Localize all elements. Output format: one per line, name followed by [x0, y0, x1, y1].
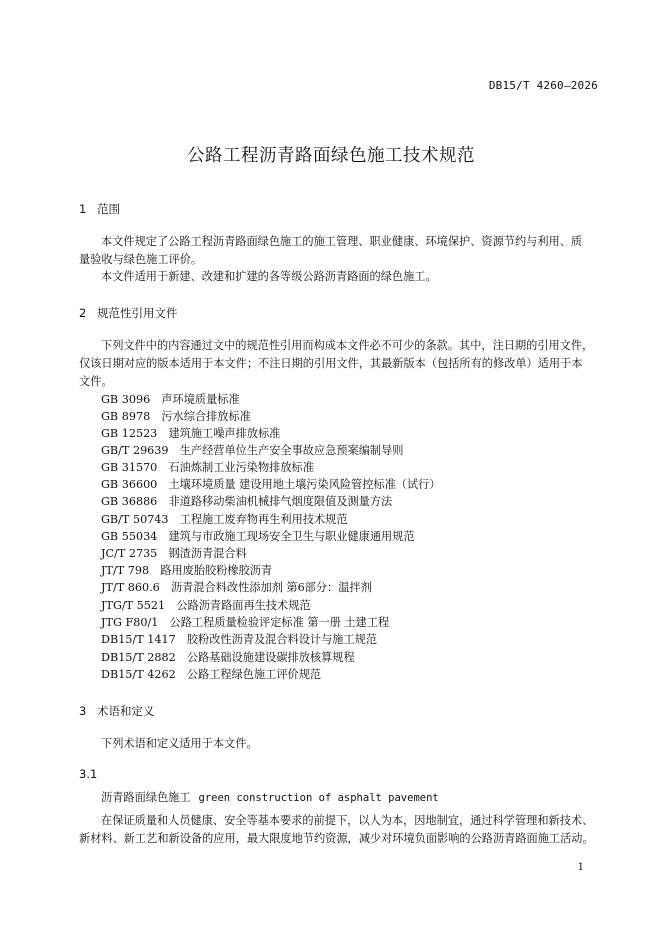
page-number: 1 — [577, 862, 584, 873]
paragraph-line: 量验收与绿色施工评价。 — [79, 253, 203, 266]
paragraph-line: 新材料、新工艺和新设备的应用，最大限度地节约资源，减少对环境负面影响的公路沥青路面施工活动。 — [79, 832, 594, 845]
reference-item: GB/T 50743 工程施工废弃物再生利用技术规范 — [101, 513, 348, 526]
reference-item: GB 8978 污水综合排放标准 — [101, 410, 251, 423]
section-number: 1 — [79, 202, 87, 216]
section-number: 2 — [79, 306, 87, 320]
paragraph-line: 在保证质量和人员健康、安全等基本要求的前提下，以人为本，因地制宜，通过科学管理和新技术、 — [101, 814, 594, 827]
reference-item: JTG F80/1 公路工程质量检验评定标准 第一册 土建工程 — [101, 616, 390, 629]
reference-item: GB 36886 非道路移动柴油机械排气烟度限值及测量方法 — [101, 495, 393, 508]
section-1-heading — [79, 201, 120, 217]
paragraph-line: 本文件适用于新建、改建和扩建的各等级公路沥青路面的绿色施工。 — [101, 270, 437, 283]
paragraph-line: 本文件规定了公路工程沥青路面绿色施工的施工管理、职业健康、环境保护、资源节约与利用、质 — [101, 235, 583, 248]
reference-item: JT/T 860.6 沥青混合料改性添加剂 第6部分：温拌剂 — [101, 581, 372, 594]
reference-item: JT/T 798 路用废胎胶粉橡胶沥青 — [101, 564, 273, 577]
reference-item: GB 31570 石油炼制工业污染物排放标准 — [101, 461, 314, 474]
paragraph-line: 文件。 — [79, 375, 113, 388]
section-title: 范围 — [97, 202, 120, 216]
paragraph-line: 下列文件中的内容通过文中的规范性引用而构成本文件必不可少的条款。其中，注日期的引用文件， — [101, 339, 594, 352]
paragraph-line: 仅该日期对应的版本适用于本文件；不注日期的引用文件，其最新版本（包括所有的修改单）适用于本 — [79, 357, 583, 370]
section-3-heading — [79, 703, 155, 719]
section-title: 术语和定义 — [97, 704, 155, 718]
reference-item: GB/T 29639 生产经营单位生产安全事故应急预案编制导则 — [101, 444, 404, 457]
paragraph-line: 下列术语和定义适用于本文件。 — [101, 737, 258, 750]
section-title: 规范性引用文件 — [97, 306, 178, 320]
reference-item: GB 55034 建筑与市政施工现场安全卫生与职业健康通用规范 — [101, 530, 415, 543]
section-number: 3 — [79, 704, 87, 718]
subsection-number: 3.1 — [79, 767, 98, 781]
reference-item: GB 36600 土壤环境质量 建设用地土壤污染风险管控标准（试行） — [101, 478, 441, 491]
term-chinese: 沥青路面绿色施工 — [101, 791, 191, 804]
reference-item: DB15/T 2882 公路基础设施建设碳排放核算规程 — [101, 651, 355, 664]
reference-item: DB15/T 4262 公路工程绿色施工评价规范 — [101, 668, 322, 681]
document-code: DB15/T 4260—2026 — [488, 79, 598, 92]
term-english: green construction of asphalt pavement — [198, 792, 439, 804]
reference-item: JC/T 2735 钢渣沥青混合料 — [101, 547, 247, 560]
section-2-heading — [79, 305, 178, 321]
reference-item: GB 3096 声环境质量标准 — [101, 393, 240, 406]
reference-item: DB15/T 1417 胶粉改性沥青及混合料设计与施工规范 — [101, 633, 378, 646]
reference-item: JTG/T 5521 公路沥青路面再生技术规范 — [101, 599, 311, 612]
page-title: 公路工程沥青路面绿色施工技术规范 — [187, 146, 475, 166]
term-entry — [101, 789, 439, 805]
reference-item: GB 12523 建筑施工噪声排放标准 — [101, 427, 281, 440]
